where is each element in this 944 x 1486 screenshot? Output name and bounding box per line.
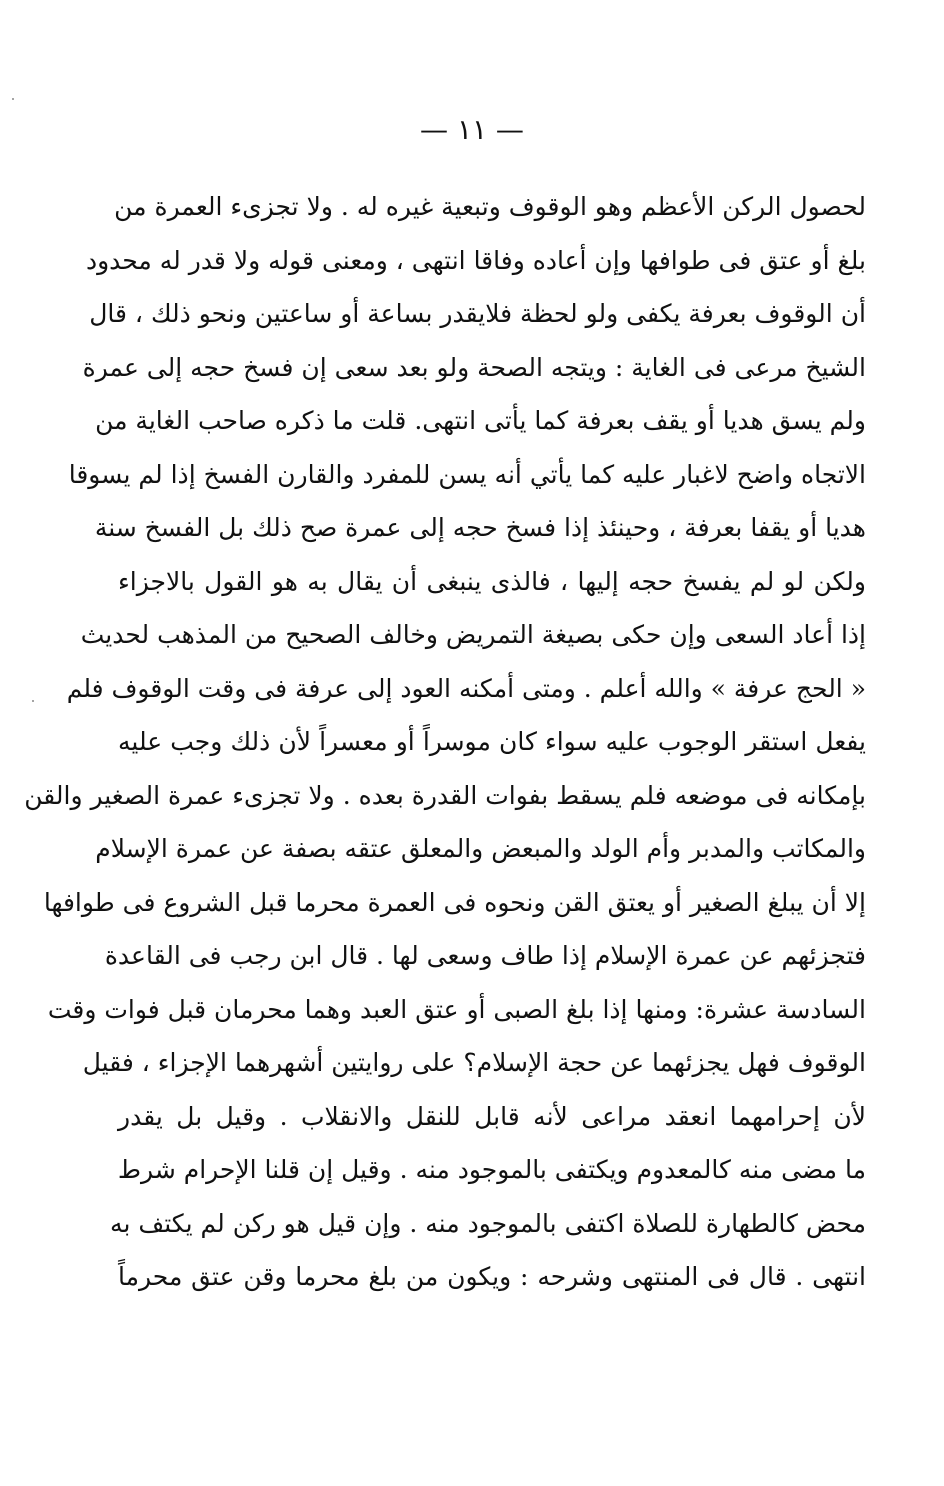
text-line: محض كالطهارة للصلاة اكتفى بالموجود منه . وإن قيل هو ركن لم يكتف به [110, 1208, 866, 1238]
text-line: ولم يسق هديا أو يقف بعرفة كما يأتى انتهى. قلت ما ذكره صاحب الغاية من [95, 406, 866, 435]
page-number: — ١١ — [420, 113, 524, 146]
scan-speck [12, 98, 14, 100]
text-line: أن الوقوف بعرفة يكفى ولو لحظة فلايقدر بساعة أو ساعتين ونحو ذلك ، قال [89, 299, 866, 328]
text-line: انتهى . قال فى المنتهى وشرحه : ويكون من بلغ محرما وقن عتق محرماً [118, 1262, 866, 1291]
text-line: الشيخ مرعى فى الغاية : ويتجه الصحة ولو بعد سعى إن فسخ حجه إلى عمرة [82, 352, 866, 382]
text-line: السادسة عشرة: ومنها إذا بلغ الصبى أو عتق العبد وهما محرمان قبل فوات وقت [47, 994, 866, 1024]
text-line: ما مضى منه كالمعدوم ويكتفى بالموجود منه . وقيل إن قلنا الإحرام شرط [117, 1155, 866, 1184]
text-line: يفعل استقر الوجوب عليه سواء كان موسراً أو معسراً لأن ذلك وجب عليه [118, 727, 866, 756]
text-line: ولكن لو لم يفسخ حجه إليها ، فالذى ينبغى أن يقال به هو القول بالاجزاء [118, 566, 866, 596]
text-line: لأن إحرامهما انعقد مراعى لأنه قابل للنقل والانقلاب . وقيل بل يقدر [118, 1101, 866, 1131]
text-line: والمكاتب والمدبر وأم الولد والمبعض والمعلق عتقه بصفة عن عمرة الإسلام [95, 834, 866, 863]
text-line: إلا أن يبلغ الصغير أو يعتق القن ونحوه فى العمرة محرما قبل الشروع فى طوافها [43, 887, 866, 917]
scan-speck [32, 700, 34, 702]
body-text [24, 180, 866, 1304]
text-line: الاتجاه واضح لاغبار عليه كما يأتي أنه يسن للمفرد والقارن الفسخ إذا لم يسوقا [68, 459, 866, 489]
text-line: بلغ أو عتق فى طوافها وإن أعاده وفاقا انتهى ، ومعنى قوله ولا قدر له محدود [85, 245, 866, 275]
text-line: إذا أعاد السعى وإن حكى بصيغة التمريض وخالف الصحيح من المذهب لحديث [80, 620, 866, 649]
text-line: « الحج عرفة » والله أعلم . ومتى أمكنه العود إلى عرفة فى وقت الوقوف فلم [66, 673, 866, 703]
text-line: لحصول الركن الأعظم وهو الوقوف وتبعية غيره له . ولا تجزىء العمرة من [114, 192, 866, 221]
text-line: الوقوف فهل يجزئهما عن حجة الإسلام؟ على روايتين أشهرهما الإجزاء ، فقيل [82, 1048, 866, 1077]
text-line: هديا أو يقفا بعرفة ، وحينئذ إذا فسخ حجه إلى عمرة صح ذلك بل الفسخ سنة [94, 513, 866, 542]
text-line: بإمكانه فى موضعه فلم يسقط بفوات القدرة بعده . ولا تجزىء عمرة الصغير والقن [24, 780, 866, 810]
text-line: فتجزئهم عن عمرة الإسلام إذا طاف وسعى لها . قال ابن رجب فى القاعدة [104, 941, 866, 970]
